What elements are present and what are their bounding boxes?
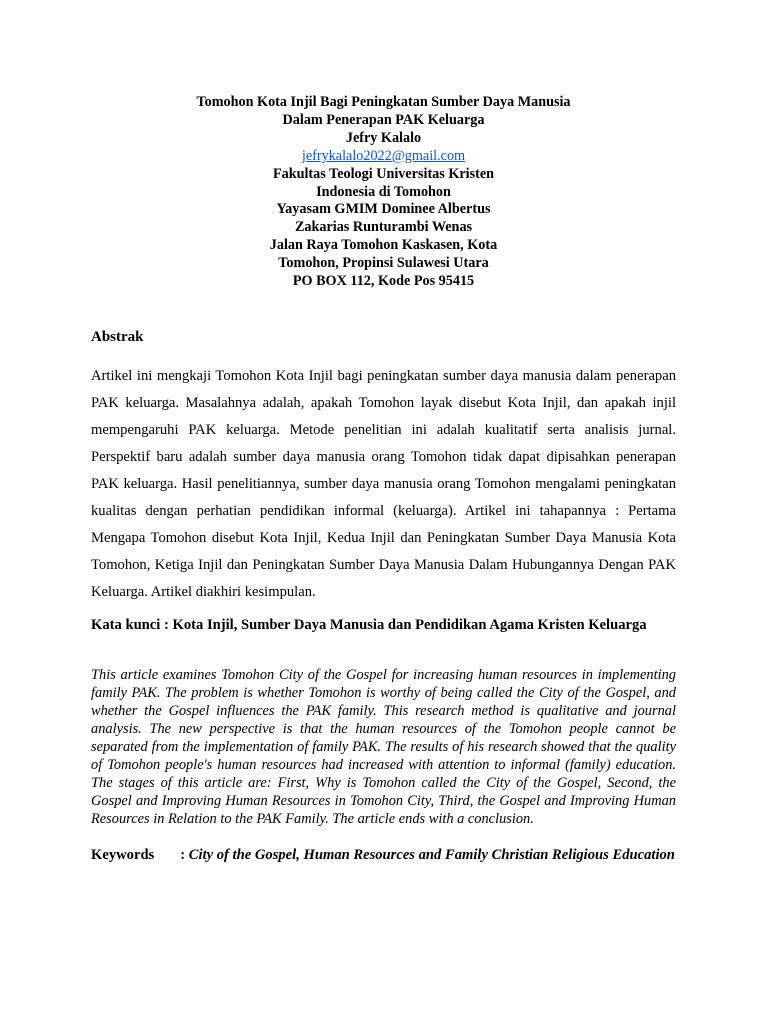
- foundation-line-1: Yayasam GMIM Dominee Albertus: [276, 201, 491, 218]
- document-page: [91, 94, 676, 866]
- address-line-2: Tomohon, Propinsi Sulawesi Utara: [278, 255, 489, 272]
- paper-title-line-2: Dalam Penerapan PAK Keluarga: [282, 111, 485, 128]
- author-name: Jefry Kalalo: [345, 129, 422, 146]
- paper-header: [91, 94, 676, 291]
- address-line-1: Jalan Raya Tomohon Kaskasen, Kota: [269, 237, 498, 254]
- keywords-text: City of the Gospel, Human Resources and Family Christian Religious Education: [188, 846, 675, 863]
- keywords-label: Keywords: [91, 846, 155, 863]
- foundation-line-2: Zakarias Runturambi Wenas: [294, 219, 473, 236]
- keywords: [91, 845, 676, 866]
- abstrak-heading: Abstrak: [91, 328, 144, 345]
- author-email-link[interactable]: jefrykalalo2022@gmail.com: [301, 147, 466, 164]
- kata-kunci: Kata kunci : Kota Injil, Sumber Daya Manusia dan Pendidikan Agama Kristen Keluarga: [91, 616, 647, 633]
- paper-title-line-1: Tomohon Kota Injil Bagi Peningkatan Sumber Daya Manusia: [196, 94, 571, 110]
- keywords-separator: :: [180, 846, 186, 863]
- affiliation-line-2: Indonesia di Tomohon: [316, 183, 451, 200]
- address-line-3: PO BOX 112, Kode Pos 95415: [292, 273, 475, 290]
- abstrak-body: Artikel ini mengkaji Tomohon Kota Injil bagi peningkatan sumber daya manusia dalam penerapan PAK keluarga. Masalahnya adalah, apakah Tomohon layak disebut Kota Injil, dan apakah injil mempengaruhi PAK keluarga. Metode penelitian ini adalah kualitatif serta analisis jurnal. Perspektif baru adalah sumber daya manusia orang Tomohon tidak dapat dipisahkan penerapan PAK keluarga. Hasil penelitiannya, sumber daya manusia orang Tomohon mengalami peningkatan kualitas dengan perhatian pendidikan informal (keluarga). Artikel ini tahapannya : Pertama Mengapa Tomohon disebut Kota Injil, Kedua Injil dan Peningkatan Sumber Daya Manusia Kota Tomohon, Ketiga Injil dan Peningkatan Sumber Daya Manusia Dalam Hubungannya Dengan PAK Keluarga. Artikel diakhiri kesimpulan.: [91, 367, 676, 600]
- affiliation-line-1: Fakultas Teologi Universitas Kristen: [272, 165, 495, 182]
- english-abstract: This article examines Tomohon City of the Gospel for increasing human resources in implementing family PAK. The problem is whether Tomohon is worthy of being called the City of the Gospel, and whether the Gospel influences the PAK family. This research method is qualitative and journal analysis. The new perspective is that the human resources of the Tomohon people cannot be separated from the implementation of family PAK. The results of his research showed that the quality of Tomohon people's human resources had increased with attention to informal (family) education. The stages of this article are: First, Why is Tomohon called the City of the Gospel, Second, the Gospel and Improving Human Resources in Tomohon City, Third, the Gospel and Improving Human Resources in Relation to the PAK Family. The article ends with a conclusion.: [91, 666, 676, 827]
